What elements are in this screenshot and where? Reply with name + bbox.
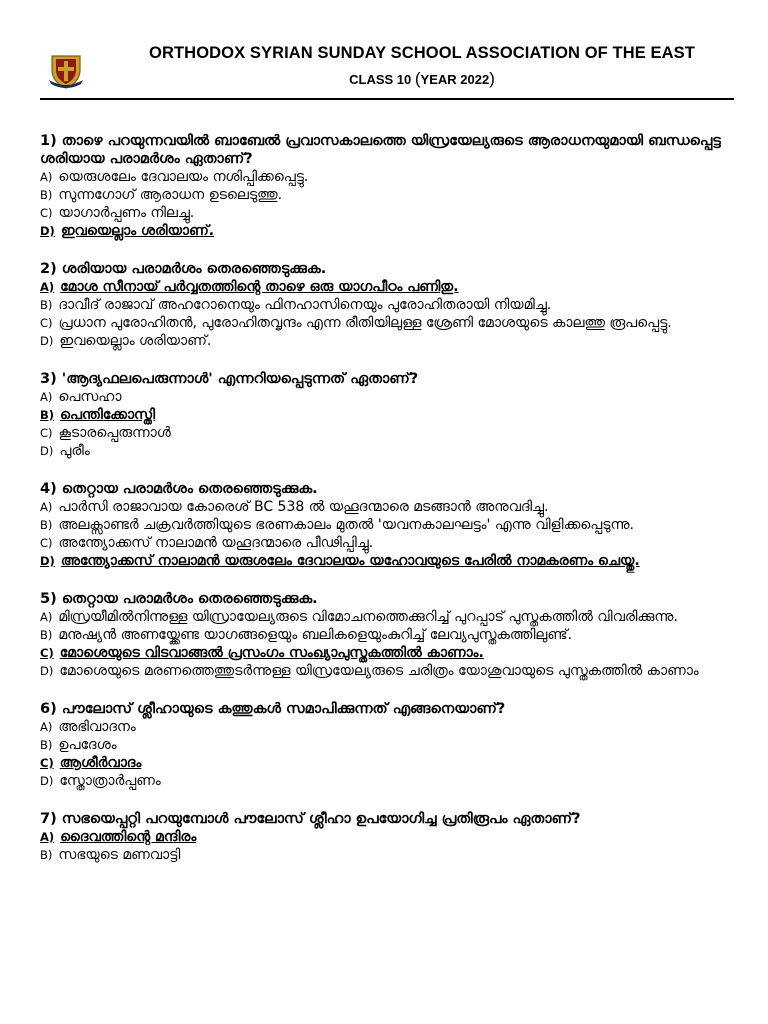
option-letter: A) [40,390,53,404]
option-letter: C) [40,426,53,440]
option-letter: A) [40,500,53,514]
option-text: പാർസി രാജാവായ കോരെശ് BC 538 ൽ യഹൂദന്മാരെ മടങ്ങാൻ അനുവദിച്ചു. [58,499,549,515]
option-text: മിസ്രയീമിൽനിന്നുള്ള യിസ്രായേല്യരുടെ വിമോചനത്തെക്കുറിച്ച് പുറപ്പാട് പുസ്തകത്തിൽ വിവരിക്കുന്നു. [58,609,678,625]
option-letter: B) [40,408,55,422]
option-text: സ്തോത്രാർപ്പണം [59,773,161,789]
question-block [40,590,740,680]
question-text: 3) 'ആദ്യഫലപെരുന്നാൾ' എന്നറിയപ്പെടുന്നത് ഏതാണ്? [40,371,419,387]
option-text: പെന്തിക്കോസ്തി [60,407,156,423]
option-letter: D) [40,444,54,458]
option-letter: A) [40,610,53,624]
answer-option [40,626,740,644]
year-label: YEAR 2022 [420,72,490,87]
option-text: ഇവയെല്ലാം ശരിയാണ്. [59,333,212,349]
option-letter: B) [40,298,53,312]
option-text: അലക്സാണ്ടർ ചക്രവർത്തിയുടെ ഭരണകാലം മുതൽ 'യവനകാലഘട്ടം' എന്നു വിളിക്കപ്പെടുന്നു. [58,517,635,533]
question-text: 1) താഴെ പറയുന്നവയിൽ ബാബേൽ പ്രവാസകാലത്തെ യിസ്രയേല്യരുടെ ആരാധനയുമായി ബന്ധപ്പെട്ട ശരിയായ പരാമർശം ഏതാണ്? [40,133,721,167]
paren-close: ) [489,69,495,88]
answer-option-correct [40,754,740,772]
answer-option [40,736,740,754]
option-text: അഭിവാദനം [58,719,136,735]
option-text: കൂടാരപ്പെരുന്നാൾ [58,425,171,441]
option-letter: D) [40,554,55,568]
option-text: മോശെയുടെ മരണത്തെത്തുടർന്നുള്ള യിസ്രയേല്യരുടെ ചരിത്രം യോശുവായുടെ പുസ്തകത്തിൽ കാണാം [59,663,699,679]
option-letter: A) [40,830,55,844]
option-letter: B) [40,628,53,642]
answer-option [40,516,740,534]
option-text: പ്രധാന പുരോഹിതൻ, പുരോഹിതവൃന്ദം എന്ന രീതിയിലുള്ള ശ്രേണി മോശയുടെ കാലത്തു രൂപപ്പെട്ടു. [58,315,672,331]
option-letter: C) [40,206,53,220]
answer-option [40,314,740,332]
option-letter: D) [40,774,54,788]
option-text: സഭയുടെ മണവാട്ടി [58,847,181,863]
option-text: സുന്നഗോഗ് ആരാധന ഉടലെടുത്തു. [58,187,283,203]
class-label: CLASS 10 [349,72,415,87]
option-letter: B) [40,848,53,862]
option-letter: A) [40,720,53,734]
option-text: പെസഹാ [58,389,122,405]
question-text: 6) പൗലോസ് ശ്ലീഹായുടെ കത്തുകൾ സമാപിക്കുന്നത് എങ്ങനെയാണ്? [40,701,506,717]
option-letter: D) [40,224,55,238]
option-letter: B) [40,738,53,752]
option-letter: D) [40,334,54,348]
answer-option [40,534,740,552]
option-text: മനുഷ്യൻ അണയ്ക്കേണ്ട യാഗങ്ങളെയും ബലികളെയുംകുറിച്ച് ലേവ്യപുസ്തകത്തിലുണ്ട്. [58,627,573,643]
option-text: ദൈവത്തിന്റെ മന്ദിരം [60,829,197,845]
option-text: ആശീർവാദം [59,755,142,771]
option-letter: B) [40,518,53,532]
option-text: അന്ത്യോക്കസ് നാലാമൻ യരുശലേം ദേവാലയം യഹോവയുടെ പേരിൽ നാമകരണം ചെയ്തു. [60,553,640,569]
option-text: മോശ സീനായ് പർവ്വതത്തിന്റെ താഴെ ഒരു യാഗപീഠം പണിതു. [60,279,459,295]
question-block [40,700,740,790]
answer-option [40,772,740,790]
option-letter: B) [40,188,53,202]
class-year-line [110,69,734,89]
question-text: 5) തെറ്റായ പരാമർശം തെരഞ്ഞെടുക്കുക. [40,591,318,607]
question-block [40,260,740,350]
answer-option-correct [40,222,740,240]
answer-option [40,662,740,680]
option-letter: A) [40,280,55,294]
question-list [40,132,740,884]
question-block [40,810,740,864]
option-text: ഇവയെല്ലാം ശരിയാണ്. [60,223,215,239]
answer-option-correct [40,278,740,296]
question-block [40,370,740,460]
answer-option-correct [40,406,740,424]
option-text: അന്ത്യോക്കസ് നാലാമൻ യഹൂദന്മാരെ പീഢിപ്പിച്ചു. [58,535,374,551]
option-text: യാഗാർപ്പണം നിലച്ചു. [58,205,195,221]
question-text: 4) തെറ്റായ പരാമർശം തെരഞ്ഞെടുക്കുക. [40,481,318,497]
answer-option [40,498,740,516]
answer-option-correct [40,644,740,662]
answer-option [40,168,740,186]
option-text: ഉപദേശം [58,737,117,753]
paren-open: ( [414,69,421,88]
document-header [40,40,734,100]
answer-option [40,424,740,442]
question-text: 2) ശരിയായ പരാമർശം തെരഞ്ഞെടുക്കുക. [40,261,327,277]
option-text: ദാവീദ് രാജാവ് അഹറോനെയും ഫിനഹാസിനെയും പുരോഹിതരായി നിയമിച്ചു. [58,297,552,313]
answer-option [40,846,740,864]
organization-title: ORTHODOX SYRIAN SUNDAY SCHOOL ASSOCIATION OF THE EAST [149,44,695,62]
question-text: 7) സഭയെപ്പറ്റി പറയുമ്പോൾ പൗലോസ് ശ്ലീഹാ ഉപയോഗിച്ച പ്രതിരൂപം ഏതാണ്? [40,811,581,827]
question-block [40,480,740,570]
answer-option [40,296,740,314]
answer-option [40,388,740,406]
option-text: യെരുശലേം ദേവാലയം നശിപ്പിക്കപ്പെട്ടു. [58,169,309,185]
option-letter: D) [40,664,54,678]
answer-option [40,442,740,460]
answer-option [40,718,740,736]
answer-option-correct [40,828,740,846]
option-text: മോശെയുടെ വിടവാങ്ങൽ പ്രസംഗം സംഖ്യാപുസ്തകത്തിൽ കാണാം. [59,645,484,661]
option-letter: C) [40,316,53,330]
answer-option-correct [40,552,740,570]
option-letter: C) [40,646,54,660]
option-letter: A) [40,170,53,184]
option-text: പുരീം [59,443,90,459]
answer-option [40,332,740,350]
answer-option [40,186,740,204]
answer-option [40,608,740,626]
question-block [40,132,740,240]
option-letter: C) [40,756,54,770]
option-letter: C) [40,536,53,550]
answer-option [40,204,740,222]
cross-shield-emblem-icon [48,50,84,90]
